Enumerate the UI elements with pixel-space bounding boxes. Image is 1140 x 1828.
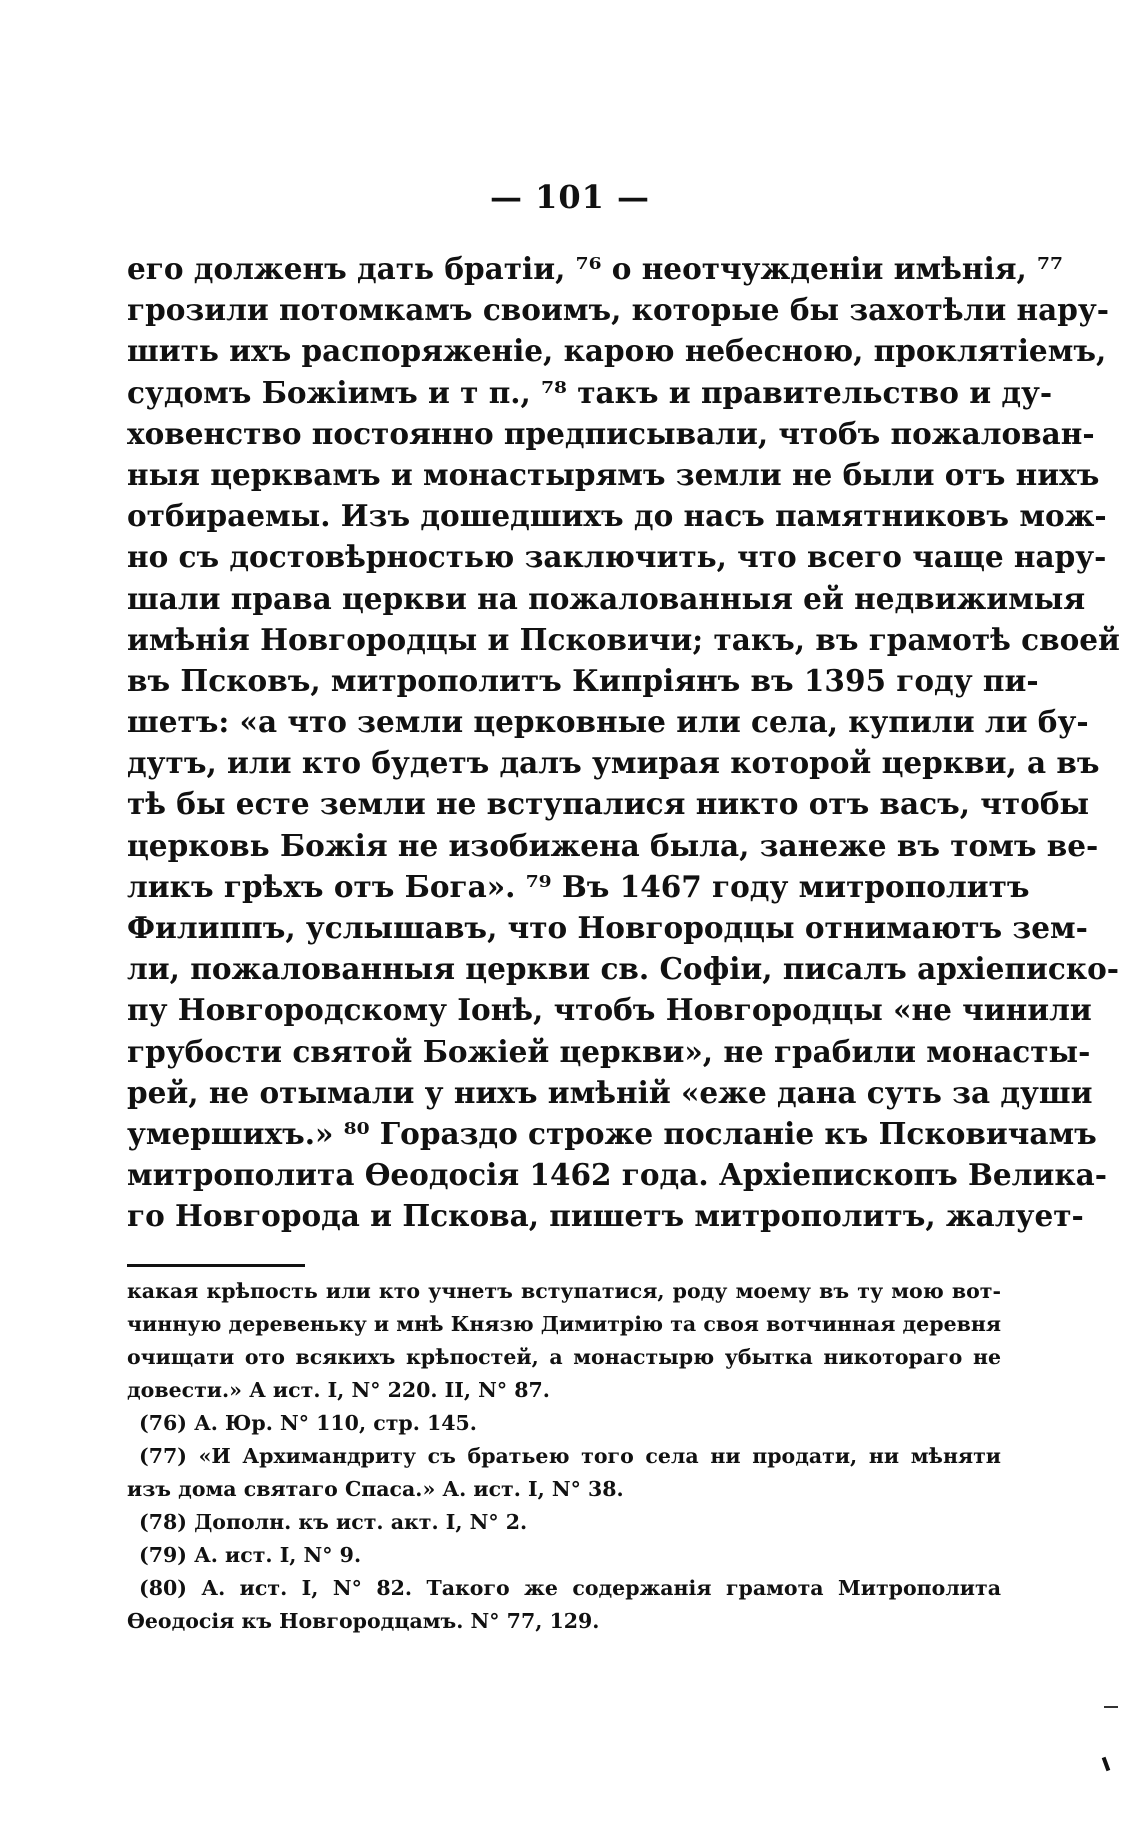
footnote-line: (76) А. Юр. N° 110, стр. 145. xyxy=(139,1411,477,1435)
text-line: го Новгорода и Пскова, пишетъ митрополитъ, жалует- xyxy=(127,1198,1084,1234)
text-line: умершихъ.» ⁸⁰ Гораздо строже посланіе къ Псковичамъ xyxy=(127,1115,1097,1151)
footnote-line: (78) Дополн. къ ист. акт. I, N° 2. xyxy=(139,1510,528,1534)
text-line: имѣнія Новгородцы и Псковичи; такъ, въ грамотѣ своей xyxy=(127,621,1120,657)
text-line: но съ достовѣрностью заключить, что всего чаще нару- xyxy=(127,539,1107,575)
text-line: отбираемы. Изъ дошедшихъ до насъ памятниковъ мож- xyxy=(127,498,1107,534)
text-line: ныя церквамъ и монастырямъ земли не были отъ нихъ xyxy=(127,456,1100,492)
text-line: ликъ грѣхъ отъ Бога». ⁷⁹ Въ 1467 году митрополитъ xyxy=(127,868,1030,904)
text-line: въ Псковъ, митрополитъ Кипріянъ въ 1395 году пи- xyxy=(127,662,1039,698)
text-line: пу Новгородскому Іонѣ, чтобъ Новгородцы «не чинили xyxy=(127,992,1092,1028)
text-line: рей, не отымали у нихъ имѣній «еже дана суть за души xyxy=(127,1074,1093,1110)
footnote-separator xyxy=(127,1264,305,1267)
page-blemish-mark xyxy=(1102,1757,1111,1772)
footnote-line: какая крѣпость или кто учнетъ вступатися, роду моему въ ту мою вот- xyxy=(127,1279,1001,1303)
text-line: грубости святой Божіей церкви», не грабили монасты- xyxy=(127,1033,1091,1069)
text-line: ли, пожалованныя церкви св. Софіи, писалъ архіеписко- xyxy=(127,951,1120,987)
page-edge-mark xyxy=(1104,1706,1118,1708)
footnotes xyxy=(127,1275,1001,1638)
text-line: ховенство постоянно предписывали, чтобъ пожалован- xyxy=(127,415,1095,451)
page-number: — 101 — xyxy=(489,178,651,216)
footnote-line: (77) «И Архимандриту съ братьею того села ни продати, ни мѣняти xyxy=(139,1444,1001,1468)
text-line: тѣ бы есте земли не вступалися никто отъ васъ, чтобы xyxy=(127,786,1090,822)
text-line: судомъ Божіимъ и т п., ⁷⁸ такъ и правительство и ду- xyxy=(127,374,1053,410)
text-line: шить ихъ распоряженіе, карою небесною, проклятіемъ, xyxy=(127,333,1107,369)
text-line: Филиппъ, услышавъ, что Новгородцы отнимаютъ зем- xyxy=(127,910,1088,945)
text-line: митрополита Өеодосія 1462 года. Архіепископъ Велика- xyxy=(127,1157,1108,1193)
footnote-line: (79) А. ист. I, N° 9. xyxy=(139,1543,362,1567)
text-line: шетъ: «а что земли церковные или села, купили ли бу- xyxy=(127,704,1089,740)
footnote-line: чинную деревеньку и мнѣ Князю Димитрію та своя вотчинная деревня xyxy=(127,1312,1001,1336)
text-line: грозили потомкамъ своимъ, которые бы захотѣли нару- xyxy=(127,292,1109,328)
footnote-line: довести.» А ист. I, N° 220. II, N° 87. xyxy=(127,1378,550,1402)
text-line: церковь Божія не изобижена была, занеже въ томъ ве- xyxy=(127,827,1099,863)
text-line: дутъ, или кто будетъ далъ умирая которой церкви, а въ xyxy=(127,745,1100,781)
footnote-line: очищати ото всякихъ крѣпостей, а монастырю убытка никотораго не xyxy=(127,1345,1001,1369)
text-line: его долженъ дать братіи, ⁷⁶ о неотчужденіи имѣнія, ⁷⁷ xyxy=(127,251,1063,286)
footnote-line: (80) А. ист. I, N° 82. Такого же содержанія грамота Митрополита xyxy=(139,1576,1001,1600)
text-line: шали права церкви на пожалованныя ей недвижимыя xyxy=(127,580,1086,616)
footnote-line: изъ дома святаго Спаса.» А. ист. I, N° 38. xyxy=(127,1477,624,1501)
main-text xyxy=(127,248,1120,1237)
footnote-line: Өеодосія къ Новгородцамъ. N° 77, 129. xyxy=(127,1609,600,1633)
